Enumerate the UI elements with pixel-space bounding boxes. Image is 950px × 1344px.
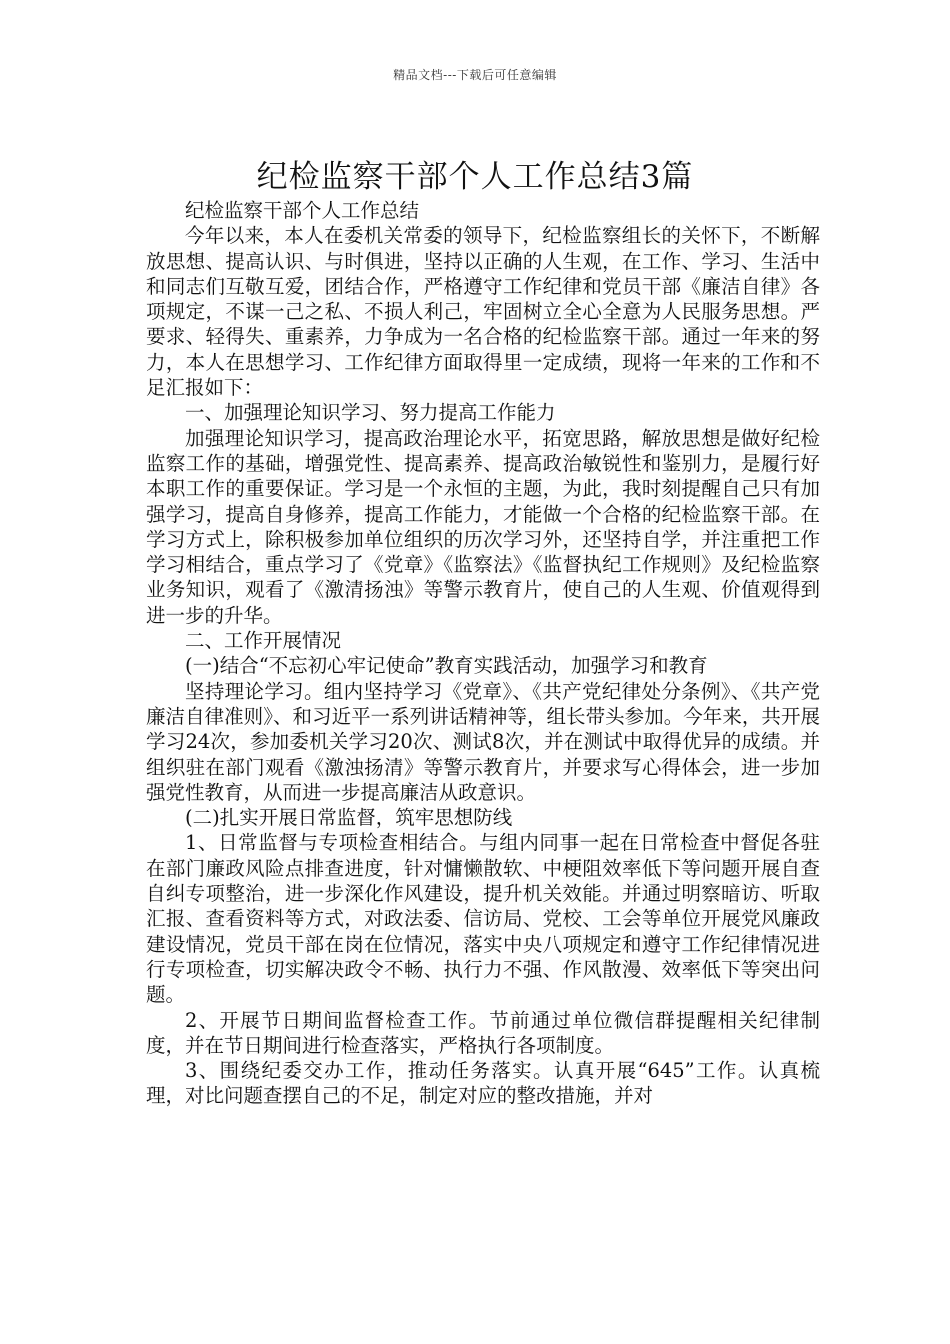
document-body — [146, 198, 820, 1109]
section-heading-1: 一、加强理论知识学习、努力提高工作能力 — [185, 401, 556, 425]
subsection-heading-1: (一)结合“不忘初心牢记使命”教育实践活动，加强学习和教育 — [185, 654, 708, 678]
paragraph-item-2: 2、开展节日期间监督检查工作。节前通过单位微信群提醒相关纪律制度，并在节日期间进行检查落实，严格执行各项制度。 — [146, 1008, 820, 1057]
header-note: 精品文档---下载后可任意编辑 — [393, 68, 557, 82]
paragraph-study-practice: 坚持理论学习。组内坚持学习《党章》、《共产党纪律处分条例》、《共产党廉洁自律准则》、和习近平一系列讲话精神等，组长带头参加。今年来，共开展学习24次，参加委机关学习20次、测试8次，并在测试中取得优异的成绩。并组织驻在部门观看《激浊扬清》等警示教育片，并要求写心得体会，进一步加强党性教育，从而进一步提高廉洁从政意识。 — [146, 679, 820, 804]
document-title: 纪检监察干部个人工作总结3篇 — [256, 158, 694, 195]
paragraph-subtitle: 纪检监察干部个人工作总结 — [185, 199, 420, 222]
paragraph-intro: 今年以来，本人在委机关常委的领导下，纪检监察组长的关怀下，不断解放思想、提高认识、与时俱进，坚持以正确的人生观，在工作、学习、生活中和同志们互敬互爱，团结合作，严格遵守工作纪律和党员干部《廉洁自律》各项规定，不谋一己之私、不损人利己，牢固树立全心全意为人民服务思想。严要求、轻得失、重素养，力争成为一名合格的纪检监察干部。通过一年来的努力，本人在思想学习、工作纪律方面取得里一定成绩，现将一年来的工作和不足汇报如下： — [146, 224, 820, 400]
paragraph-theory-study: 加强理论知识学习，提高政治理论水平，拓宽思路，解放思想是做好纪检监察工作的基础，增强党性、提高素养、提高政治敏锐性和鉴别力，是履行好本职工作的重要保证。学习是一个永恒的主题，为此，我时刻提醒自己只有加强学习，提高自身修养，提高工作能力，才能做一个合格的纪检监察干部。在学习方式上，除积极参加单位组织的历次学习外，还坚持自学，并注重把工作学习相结合，重点学习了《党章》《监察法》《监督执纪工作规则》及纪检监察业务知识，观看了《激清扬浊》等警示教育片，使自己的人生观、价值观得到进一步的升华。 — [146, 426, 820, 627]
paragraph-item-1: 1、日常监督与专项检查相结合。与组内同事一起在日常检查中督促各驻在部门廉政风险点排查进度，针对慵懒散软、中梗阻效率低下等问题开展自查自纠专项整治，进一步深化作风建设，提升机关效能。并通过明察暗访、听取汇报、查看资料等方式，对政法委、信访局、党校、工会等单位开展党风廉政建设情况，党员干部在岗在位情况，落实中央八项规定和遵守工作纪律情况进行专项检查，切实解决政令不畅、执行力不强、作风散漫、效率低下等突出问题。 — [146, 831, 820, 1007]
subsection-heading-2: (二)扎实开展日常监督，筑牢思想防线 — [185, 806, 513, 830]
section-heading-2: 二、工作开展情况 — [185, 629, 342, 653]
paragraph-item-3: 3、围绕纪委交办工作，推动任务落实。认真开展“645”工作。认真梳理，对比问题查摆自己的不足，制定对应的整改措施，并对 — [146, 1059, 820, 1108]
